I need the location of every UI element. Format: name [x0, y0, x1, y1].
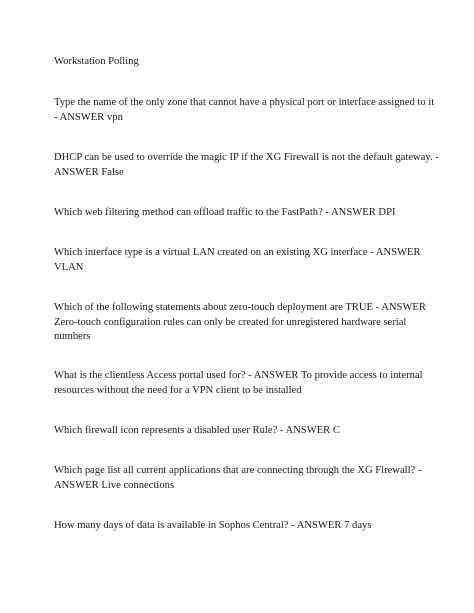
answer-text: 7 days [344, 520, 372, 531]
question-text: Type the name of the only zone that cannot have a physical port or interface assigned to it [54, 97, 435, 108]
answer-separator: - ANSWER [288, 520, 345, 531]
question-text: Which firewall icon represents a disabled user Rule? [54, 425, 278, 436]
qa-item [54, 96, 440, 125]
qa-item [54, 301, 440, 345]
answer-text: vpn [106, 111, 123, 123]
document-title: Workstation Polling [54, 56, 139, 67]
answer-separator: - ANSWER [373, 302, 426, 313]
qa-item [54, 464, 440, 493]
qa-item [54, 206, 440, 221]
answer-text: Zero-touch configuration rules can only be created for unregistered hardware serial numbers [54, 316, 407, 342]
qa-item [54, 369, 440, 398]
answer-text: To provide access to internal resources without the need for a VPN client to be installed [54, 370, 423, 396]
answer-text: Live connections [101, 479, 175, 491]
question-text: Which of the following statements about zero-touch deployment are TRUE [54, 302, 373, 313]
qa-item [54, 246, 440, 275]
qa-item [54, 151, 440, 180]
answer-separator: - ANSWER [245, 370, 301, 381]
question-text: What is the clientless Access portal used for? [54, 370, 246, 381]
question-text: Which interface type is a virtual LAN created on an existing XG interface [54, 247, 368, 258]
answer-separator: - ANSWER [367, 247, 421, 258]
answer-text: C [332, 425, 340, 436]
answer-separator: - ANSWER [54, 111, 107, 123]
answer-text: DPI [378, 207, 396, 218]
question-text: Which web filtering method can offload traffic to the FastPath? [54, 207, 323, 218]
question-text: How many days of data is available in Sophos Central? [54, 520, 289, 531]
answer-text: False [101, 166, 124, 178]
answer-separator: - ANSWER [277, 425, 333, 436]
answer-text: VLAN [54, 261, 84, 273]
question-text: DHCP can be used to override the magic IP if the XG Firewall is not the default gateway. [54, 152, 433, 163]
answer-separator: - ANSWER [54, 465, 422, 491]
question-text: Which page list all current applications that are connecting through the XG Firewall? [54, 465, 416, 476]
answer-separator: - ANSWER [322, 207, 379, 218]
qa-item [54, 519, 440, 534]
answer-separator: - ANSWER [54, 152, 439, 178]
qa-item [54, 424, 440, 439]
